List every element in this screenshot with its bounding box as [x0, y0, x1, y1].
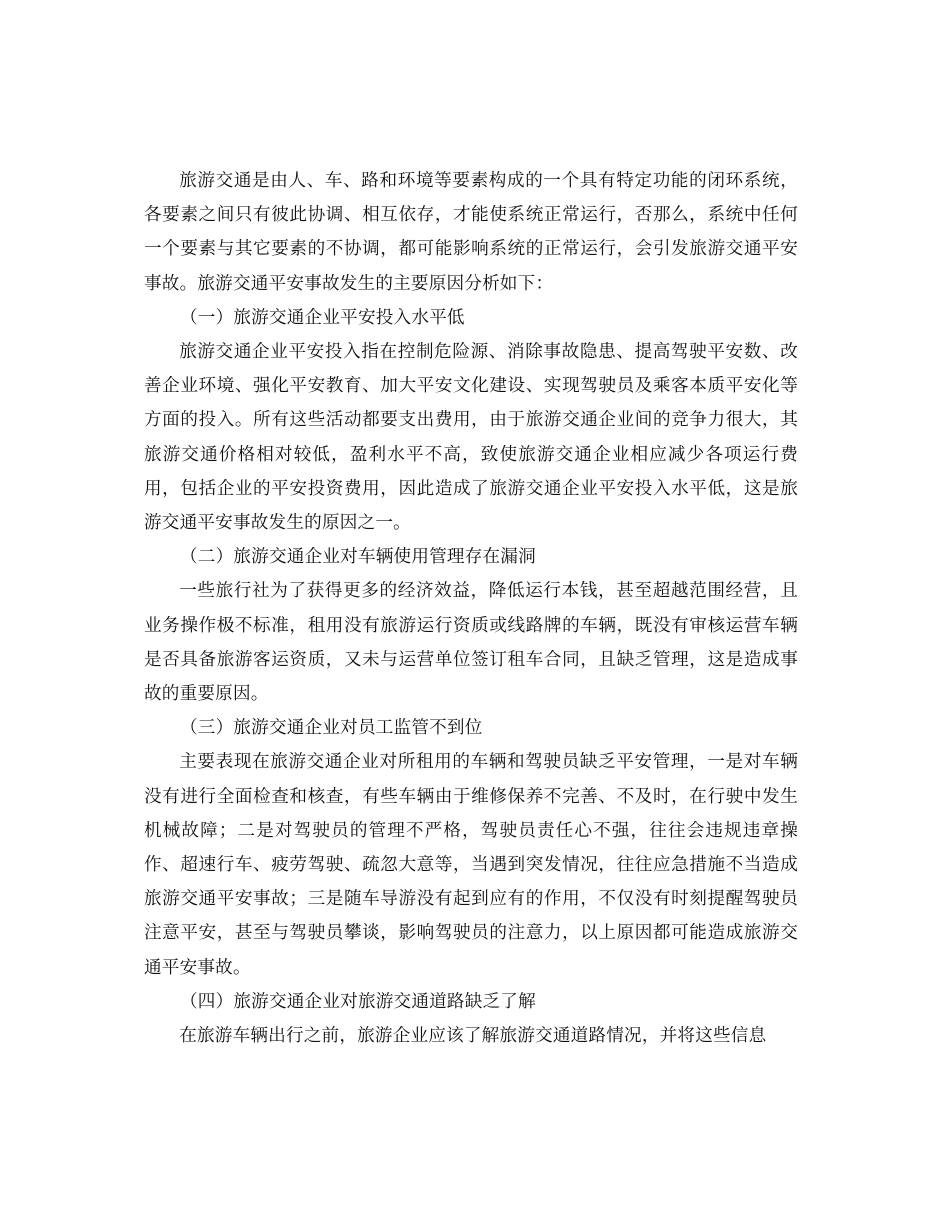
- intro-paragraph: 旅游交通是由人、车、路和环境等要素构成的一个具有特定功能的闭环系统，各要素之间只有彼此协调、相互依存，才能使系统正常运行，否那么，系统中任何一个要素与其它要素的不协调，都可能影响系统的正常运行，会引发旅游交通平安事故。旅游交通平安事故发生的主要原因分析如下：: [144, 171, 798, 294]
- section-body-4: 在旅游车辆出行之前，旅游企业应该了解旅游交通道路情况，并将这些信息: [179, 1026, 767, 1047]
- section-body-1: 旅游交通企业平安投入指在控制危险源、消除事故隐患、提高驾驶平安数、改善企业环境、强化平安教育、加大平安文化建设、实现驾驶员及乘客本质平安化等方面的投入。所有这些活动都要支出费用，由于旅游交通企业间的竞争力很大，其旅游交通价格相对较低，盈利水平不高，致使旅游交通企业相应减少各项运行费用，包括企业的平安投资费用，因此造成了旅游交通企业平安投入水平低，这是旅游交通平安事故发生的原因之一。: [144, 342, 798, 534]
- section-heading-4: （四）旅游交通企业对旅游交通道路缺乏了解: [180, 991, 536, 1012]
- section-body-2: 一些旅行社为了获得更多的经济效益，降低运行本钱，甚至超越范围经营，且业务操作极不标准，租用没有旅游运行资质或线路牌的车辆，既没有审核运营车辆是否具备旅游客运资质，又未与运营单位签订租车合同，且缺乏管理，这是造成事故的重要原因。: [144, 581, 798, 705]
- document-body: [144, 164, 798, 1053]
- section-heading-2: （二）旅游交通企业对车辆使用管理存在漏洞: [180, 547, 536, 568]
- section-body-3: 主要表现在旅游交通企业对所租用的车辆和驾驶员缺乏平安管理，一是对车辆没有进行全面检查和核查，有些车辆由于维修保养不完善、不及时，在行驶中发生机械故障；二是对驾驶员的管理不严格，驾驶员责任心不强，往往会违规违章操作、超速行车、疲劳驾驶、疏忽大意等，当遇到突发情况，往往应急措施不当造成旅游交通平安事故；三是随车导游没有起到应有的作用，不仅没有时刻提醒驾驶员注意平安，甚至与驾驶员攀谈，影响驾驶员的注意力，以上原因都可能造成旅游交通平安事故。: [144, 752, 798, 978]
- section-heading-1: （一）旅游交通企业平安投入水平低: [180, 307, 465, 328]
- section-heading-3: （三）旅游交通企业对员工监管不到位: [180, 718, 483, 739]
